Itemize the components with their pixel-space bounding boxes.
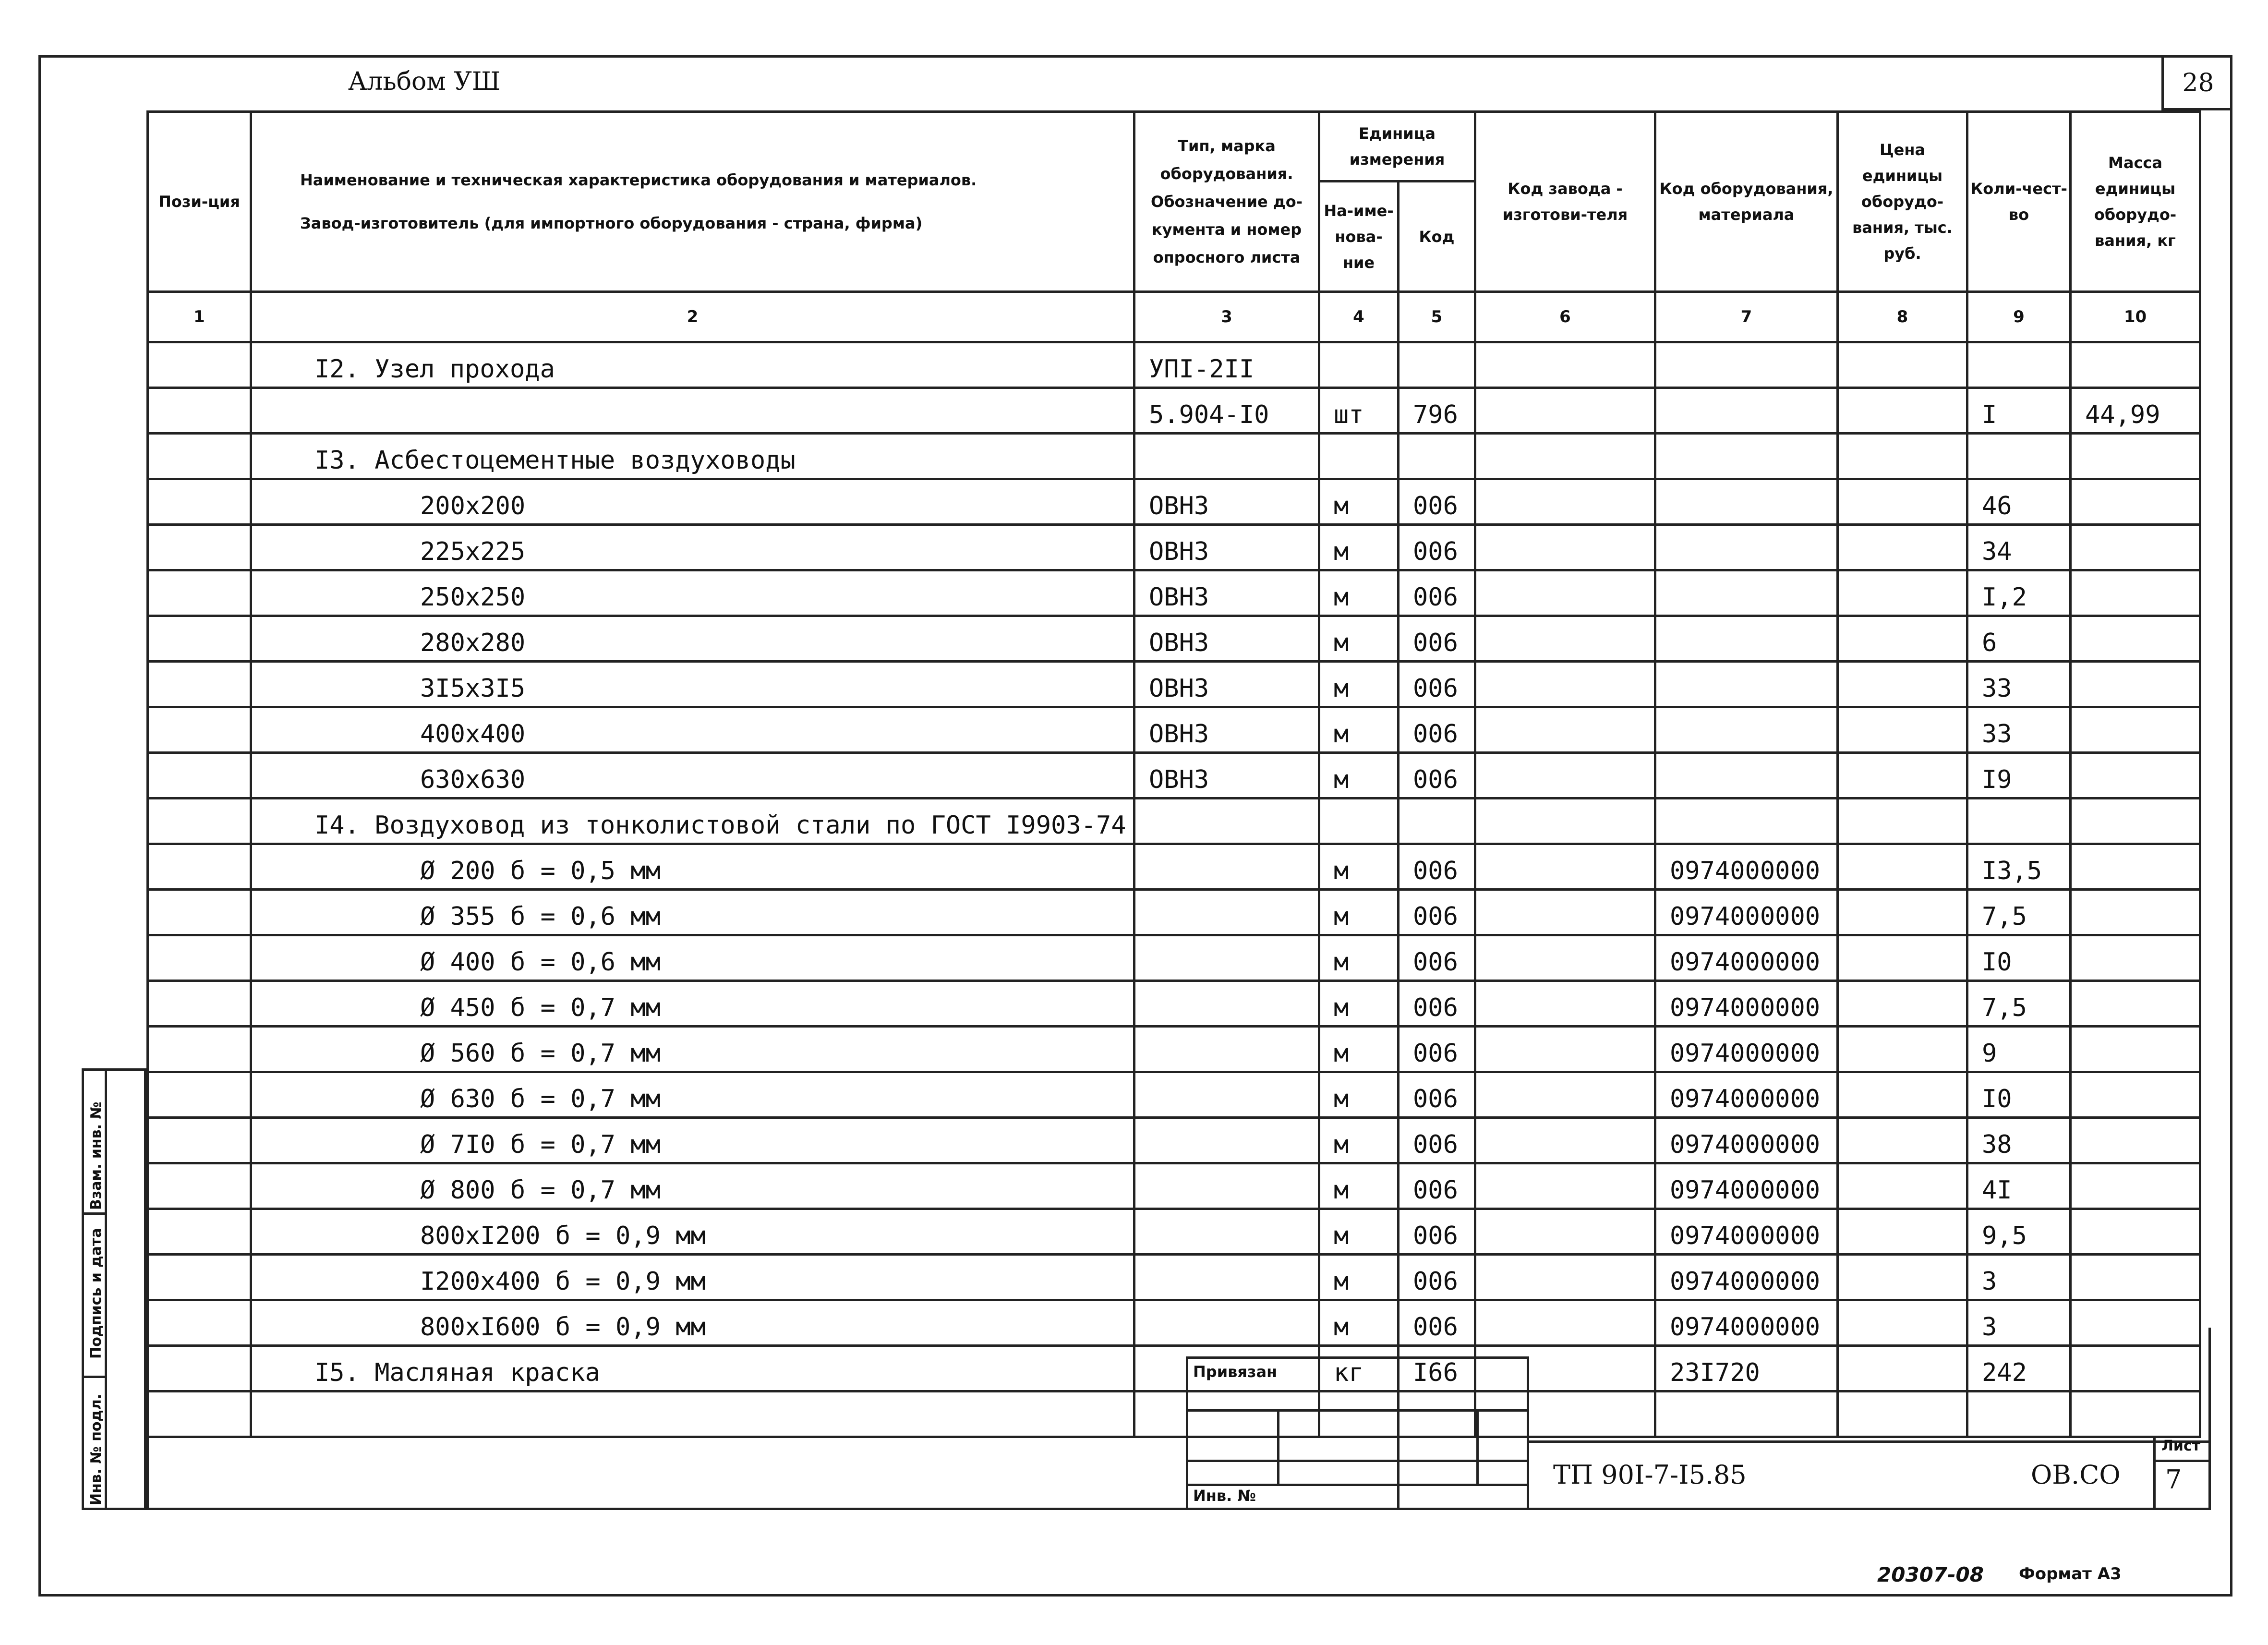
cell-mass: [2071, 981, 2200, 1027]
cell-price: [1838, 753, 1967, 798]
cell-name: Ø 400 б = 0,6 мм: [251, 935, 1134, 981]
cell-price: [1838, 1163, 1967, 1209]
cell-equip: 0974000000: [1655, 844, 1838, 890]
attachment-divider: [1277, 1409, 1279, 1484]
cell-price: [1838, 1027, 1967, 1072]
cell-plant: [1475, 1072, 1655, 1118]
header-mass: Масса единицы оборудо-вания, кг: [2071, 112, 2200, 292]
cell-pos: [148, 388, 251, 434]
cell-unit: м: [1319, 1255, 1399, 1300]
cell-name: I2. Узел прохода: [251, 342, 1134, 388]
cell-pos: [148, 1255, 251, 1300]
cell-mass: [2071, 844, 2200, 890]
cell-qty: 3: [1967, 1300, 2071, 1346]
cell-equip: [1655, 753, 1838, 798]
cell-qty: 34: [1967, 525, 2071, 570]
header-type: [1134, 112, 1319, 292]
cell-type: [1134, 981, 1319, 1027]
cell-code: [1399, 342, 1475, 388]
cell-price: [1838, 798, 1967, 844]
cell-unit: м: [1319, 935, 1399, 981]
header-type-line4: кумента и номер: [1151, 220, 1302, 239]
cell-equip: 0974000000: [1655, 935, 1838, 981]
cell-plant: [1475, 525, 1655, 570]
cell-code: I66: [1399, 1346, 1475, 1391]
cell-price: [1838, 844, 1967, 890]
cell-unit: [1319, 342, 1399, 388]
cell-plant: [1475, 1027, 1655, 1072]
cell-price: [1838, 707, 1967, 753]
cell-name: Ø 800 б = 0,7 мм: [251, 1163, 1134, 1209]
cell-unit: м: [1319, 616, 1399, 662]
cell-pos: [148, 844, 251, 890]
cell-mass: [2071, 1027, 2200, 1072]
cell-unit: м: [1319, 890, 1399, 935]
cell-price: [1838, 1118, 1967, 1163]
cell-unit: м: [1319, 1027, 1399, 1072]
cell-type: [1134, 1163, 1319, 1209]
cell-name: Ø 450 б = 0,7 мм: [251, 981, 1134, 1027]
cell-mass: [2071, 616, 2200, 662]
cell-equip: [1655, 662, 1838, 707]
cell-code: 006: [1399, 1072, 1475, 1118]
cell-plant: [1475, 434, 1655, 479]
cell-qty: 33: [1967, 662, 2071, 707]
cell-qty: I3,5: [1967, 844, 2071, 890]
cell-type: ОВНЗ: [1134, 616, 1319, 662]
cell-plant: [1475, 662, 1655, 707]
cell-mass: [2071, 525, 2200, 570]
header-unit-code: Код: [1399, 181, 1475, 292]
inv-no-label: Инв. №: [1193, 1487, 1256, 1505]
cell-plant: [1475, 844, 1655, 890]
cell-plant: [1475, 570, 1655, 616]
cell-plant: [1475, 707, 1655, 753]
cell-equip: 0974000000: [1655, 1300, 1838, 1346]
cell-plant: [1475, 890, 1655, 935]
cell-code: 006: [1399, 616, 1475, 662]
cell-price: [1838, 616, 1967, 662]
cell-price: [1838, 1072, 1967, 1118]
cell-name: [251, 388, 1134, 434]
attachment-rule: [1188, 1484, 1527, 1486]
cell-type: [1134, 844, 1319, 890]
cell-pos: [148, 1163, 251, 1209]
cell-type: ОВНЗ: [1134, 662, 1319, 707]
cell-code: [1399, 798, 1475, 844]
cell-code: 006: [1399, 753, 1475, 798]
cell-pos: [148, 525, 251, 570]
cell-pos: [148, 616, 251, 662]
table-row: [148, 1209, 2200, 1255]
cell-pos: [148, 662, 251, 707]
cell-name: I200x400 б = 0,9 мм: [251, 1255, 1134, 1300]
cell-qty: 4I: [1967, 1163, 2071, 1209]
cell-type: [1134, 798, 1319, 844]
cell-mass: [2071, 662, 2200, 707]
cell-unit: м: [1319, 707, 1399, 753]
cell-price: [1838, 662, 1967, 707]
table-row: [148, 981, 2200, 1027]
cell-mass: [2071, 479, 2200, 525]
cell-mass: [2071, 342, 2200, 388]
cell-name: Ø 200 б = 0,5 мм: [251, 844, 1134, 890]
sheet-value: 7: [2165, 1464, 2182, 1495]
cell-mass: [2071, 434, 2200, 479]
cell-qty: I0: [1967, 935, 2071, 981]
cell-code: 006: [1399, 890, 1475, 935]
column-number: 9: [1967, 292, 2071, 342]
cell-code: 006: [1399, 1027, 1475, 1072]
column-number: 6: [1475, 292, 1655, 342]
document-number: ТП 90I-7-I5.85: [1553, 1460, 1747, 1490]
cell-type: ОВНЗ: [1134, 525, 1319, 570]
cell-price: [1838, 479, 1967, 525]
cell-name: 280x280: [251, 616, 1134, 662]
cell-code: 006: [1399, 935, 1475, 981]
cell-mass: [2071, 890, 2200, 935]
cell-code: 006: [1399, 479, 1475, 525]
cell-pos: [148, 798, 251, 844]
cell-qty: 46: [1967, 479, 2071, 525]
attachment-block: [1186, 1356, 1529, 1510]
cell-equip: [1655, 798, 1838, 844]
cell-name: 225x225: [251, 525, 1134, 570]
attachment-divider: [1476, 1409, 1479, 1484]
side-stamp: [82, 1068, 146, 1510]
cell-equip: 0974000000: [1655, 1118, 1838, 1163]
cell-unit: м: [1319, 570, 1399, 616]
cell-type: УПI-2II: [1134, 342, 1319, 388]
table-row: [148, 844, 2200, 890]
cell-equip: 0974000000: [1655, 1027, 1838, 1072]
sheet-box-rule: [2156, 1460, 2211, 1462]
cell-code: 006: [1399, 707, 1475, 753]
cell-plant: [1475, 1163, 1655, 1209]
table-row: [148, 616, 2200, 662]
cell-equip: [1655, 434, 1838, 479]
label-replace-inv: Взам. инв. №: [88, 1101, 105, 1210]
cell-name: 200x200: [251, 479, 1134, 525]
cell-pos: [148, 890, 251, 935]
cell-name: Ø 560 б = 0,7 мм: [251, 1027, 1134, 1072]
column-number: 10: [2071, 292, 2200, 342]
attachment-divider: [1397, 1409, 1399, 1510]
cell-type: [1134, 1255, 1319, 1300]
cell-code: 006: [1399, 844, 1475, 890]
cell-mass: [2071, 1072, 2200, 1118]
cell-unit: м: [1319, 525, 1399, 570]
cell-type: ОВНЗ: [1134, 479, 1319, 525]
cell-equip: 0974000000: [1655, 1209, 1838, 1255]
table-row: [148, 890, 2200, 935]
footer-format: Формат А3: [2019, 1564, 2122, 1584]
cell-unit: м: [1319, 1300, 1399, 1346]
cell-mass: [2071, 935, 2200, 981]
cell-name: 630x630: [251, 753, 1134, 798]
cell-equip: [1655, 388, 1838, 434]
column-number-row: [148, 292, 2200, 342]
cell-pos: [148, 935, 251, 981]
column-number: 2: [251, 292, 1134, 342]
cell-equip: 0974000000: [1655, 1163, 1838, 1209]
cell-code: 006: [1399, 570, 1475, 616]
cell-name: I4. Воздуховод из тонколистовой стали по ГОСТ I9903-74: [251, 798, 1134, 844]
table-row: [148, 1163, 2200, 1209]
table-row: [148, 342, 2200, 388]
cell-unit: м: [1319, 1163, 1399, 1209]
cell-unit: [1319, 798, 1399, 844]
cell-qty: I9: [1967, 753, 2071, 798]
cell-equip: [1655, 616, 1838, 662]
specification-table: [146, 110, 2201, 1438]
cell-unit: м: [1319, 1209, 1399, 1255]
cell-plant: [1475, 616, 1655, 662]
cell-pos: [148, 479, 251, 525]
table-row: [148, 525, 2200, 570]
cell-code: 006: [1399, 1300, 1475, 1346]
cell-plant: [1475, 753, 1655, 798]
cell-mass: [2071, 707, 2200, 753]
cell-qty: I: [1967, 388, 2071, 434]
table-row: [148, 753, 2200, 798]
table-row: [148, 1118, 2200, 1163]
cell-mass: [2071, 1209, 2200, 1255]
table-row: [148, 388, 2200, 434]
cell-price: [1838, 388, 1967, 434]
footer-code: 20307-08: [1877, 1563, 1984, 1586]
cell-unit: м: [1319, 1118, 1399, 1163]
cell-qty: I,2: [1967, 570, 2071, 616]
column-number: 3: [1134, 292, 1319, 342]
cell-qty: 6: [1967, 616, 2071, 662]
table-row: [148, 707, 2200, 753]
cell-name: Ø 630 б = 0,7 мм: [251, 1072, 1134, 1118]
cell-plant: [1475, 1209, 1655, 1255]
label-sign-date: Подпись и дата: [88, 1228, 105, 1359]
cell-code: 006: [1399, 981, 1475, 1027]
cell-pos: [148, 1209, 251, 1255]
cell-equip: [1655, 707, 1838, 753]
cell-plant: [1475, 798, 1655, 844]
cell-price: [1838, 981, 1967, 1027]
header-quantity: Коли-чест-во: [1967, 112, 2071, 292]
table-row: [148, 935, 2200, 981]
cell-plant: [1475, 981, 1655, 1027]
cell-code: [1399, 434, 1475, 479]
cell-pos: [148, 1027, 251, 1072]
column-number: 4: [1319, 292, 1399, 342]
cell-equip: [1655, 479, 1838, 525]
column-number: 7: [1655, 292, 1838, 342]
cell-price: [1838, 570, 1967, 616]
cell-type: [1134, 935, 1319, 981]
cell-mass: [2071, 570, 2200, 616]
cell-equip: [1655, 342, 1838, 388]
cell-code: 006: [1399, 1209, 1475, 1255]
cell-qty: 7,5: [1967, 981, 2071, 1027]
cell-qty: [1967, 434, 2071, 479]
cell-price: [1838, 935, 1967, 981]
cell-price: [1838, 1209, 1967, 1255]
cell-name: I3. Асбестоцементные воздуховоды: [251, 434, 1134, 479]
cell-pos: [148, 434, 251, 479]
cell-unit: м: [1319, 662, 1399, 707]
column-number: 8: [1838, 292, 1967, 342]
cell-equip: 0974000000: [1655, 1072, 1838, 1118]
cell-unit: м: [1319, 479, 1399, 525]
cell-unit: шт: [1319, 388, 1399, 434]
header-equipment-code: Код оборудования, материала: [1655, 112, 1838, 292]
cell-equip: 0974000000: [1655, 890, 1838, 935]
cell-code: 006: [1399, 525, 1475, 570]
cell-equip: 23I720: [1655, 1346, 1838, 1391]
cell-plant: [1475, 388, 1655, 434]
table-row: [148, 1255, 2200, 1300]
cell-qty: 38: [1967, 1118, 2071, 1163]
cell-pos: [148, 1072, 251, 1118]
cell-plant: [1475, 935, 1655, 981]
cell-pos: [148, 1118, 251, 1163]
cell-type: 5.904-I0: [1134, 388, 1319, 434]
cell-type: [1134, 1209, 1319, 1255]
cell-type: [1134, 1118, 1319, 1163]
cell-name: I5. Масляная краска: [251, 1346, 1134, 1391]
header-plant-code: Код завода - изготови-теля: [1475, 112, 1655, 292]
cell-qty: 9,5: [1967, 1209, 2071, 1255]
cell-unit: м: [1319, 753, 1399, 798]
cell-price: [1838, 434, 1967, 479]
cell-qty: 7,5: [1967, 890, 2071, 935]
cell-code: 796: [1399, 388, 1475, 434]
cell-qty: 3: [1967, 1255, 2071, 1300]
cell-qty: 242: [1967, 1346, 2071, 1391]
cell-unit: м: [1319, 981, 1399, 1027]
cell-name: 250x250: [251, 570, 1134, 616]
header-type-line1: Тип, марка: [1178, 137, 1276, 155]
table-row: [148, 798, 2200, 844]
table-row: [148, 1027, 2200, 1072]
cell-unit: м: [1319, 844, 1399, 890]
cell-price: [1838, 342, 1967, 388]
cell-plant: [1475, 479, 1655, 525]
header-name-line1: Наименование и техническая характеристика оборудования и материалов.: [300, 171, 977, 189]
cell-type: ОВНЗ: [1134, 570, 1319, 616]
document-section: ОВ.СО: [2031, 1460, 2121, 1490]
cell-mass: [2071, 1163, 2200, 1209]
cell-equip: 0974000000: [1655, 1255, 1838, 1300]
cell-code: 006: [1399, 1163, 1475, 1209]
cell-plant: [1475, 342, 1655, 388]
cell-qty: 33: [1967, 707, 2071, 753]
column-number: 5: [1399, 292, 1475, 342]
cell-name: 800xI600 б = 0,9 мм: [251, 1300, 1134, 1346]
sheet-box: [2153, 1436, 2211, 1510]
cell-pos: [148, 981, 251, 1027]
cell-equip: [1655, 525, 1838, 570]
cell-price: [1838, 525, 1967, 570]
header-type-line5: опросного листа: [1153, 248, 1301, 266]
album-title: Альбом УШ: [348, 67, 501, 96]
cell-qty: I0: [1967, 1072, 2071, 1118]
cell-pos: [148, 342, 251, 388]
cell-type: [1134, 1027, 1319, 1072]
cell-pos: [148, 753, 251, 798]
cell-type: ОВНЗ: [1134, 707, 1319, 753]
header-type-line3: Обозначение до-: [1151, 193, 1303, 211]
header-name-line2: Завод-изготовитель (для импортного оборудования - страна, фирма): [300, 214, 923, 232]
cell-qty: [1967, 798, 2071, 844]
cell-name: Ø 355 б = 0,6 мм: [251, 890, 1134, 935]
table-row: [148, 662, 2200, 707]
cell-price: [1838, 1255, 1967, 1300]
sheet-label: Лист: [2161, 1438, 2201, 1454]
header-unit: Единица измерения: [1319, 112, 1475, 181]
table-row: [148, 570, 2200, 616]
label-inv-orig: Инв. № подл.: [88, 1393, 105, 1505]
cell-type: ОВНЗ: [1134, 753, 1319, 798]
cell-pos: [148, 570, 251, 616]
cell-name: 800xI200 б = 0,9 мм: [251, 1209, 1134, 1255]
cell-mass: [2071, 798, 2200, 844]
header-position: Пози-ция: [148, 112, 251, 292]
cell-plant: [1475, 1118, 1655, 1163]
attached-label: Привязан: [1193, 1363, 1278, 1381]
cell-name: 3I5x3I5: [251, 662, 1134, 707]
cell-unit: кг: [1319, 1346, 1399, 1391]
sheet-number: 28: [2161, 58, 2232, 110]
cell-plant: [1475, 1255, 1655, 1300]
header-unit-name: На-име-нова-ние: [1319, 181, 1399, 292]
cell-pos: [148, 707, 251, 753]
table-row: [148, 479, 2200, 525]
cell-qty: 9: [1967, 1027, 2071, 1072]
cell-equip: [1655, 570, 1838, 616]
cell-name: Ø 7I0 б = 0,7 мм: [251, 1118, 1134, 1163]
cell-type: [1134, 1072, 1319, 1118]
cell-code: 006: [1399, 662, 1475, 707]
column-number: 1: [148, 292, 251, 342]
cell-unit: [1319, 434, 1399, 479]
cell-qty: [1967, 342, 2071, 388]
cell-mass: 44,99: [2071, 388, 2200, 434]
header-price: Цена единицы оборудо-вания, тыс. руб.: [1838, 112, 1967, 292]
cell-mass: [2071, 1255, 2200, 1300]
cell-code: 006: [1399, 1118, 1475, 1163]
table-row: [148, 434, 2200, 479]
cell-equip: 0974000000: [1655, 981, 1838, 1027]
cell-mass: [2071, 1118, 2200, 1163]
table-row: [148, 1072, 2200, 1118]
cell-type: [1134, 434, 1319, 479]
cell-type: [1134, 890, 1319, 935]
cell-price: [1838, 890, 1967, 935]
header-name: [251, 112, 1134, 292]
cell-unit: м: [1319, 1072, 1399, 1118]
cell-name: 400x400: [251, 707, 1134, 753]
cell-code: 006: [1399, 1255, 1475, 1300]
cell-mass: [2071, 753, 2200, 798]
header-type-line2: оборудования.: [1160, 165, 1293, 183]
